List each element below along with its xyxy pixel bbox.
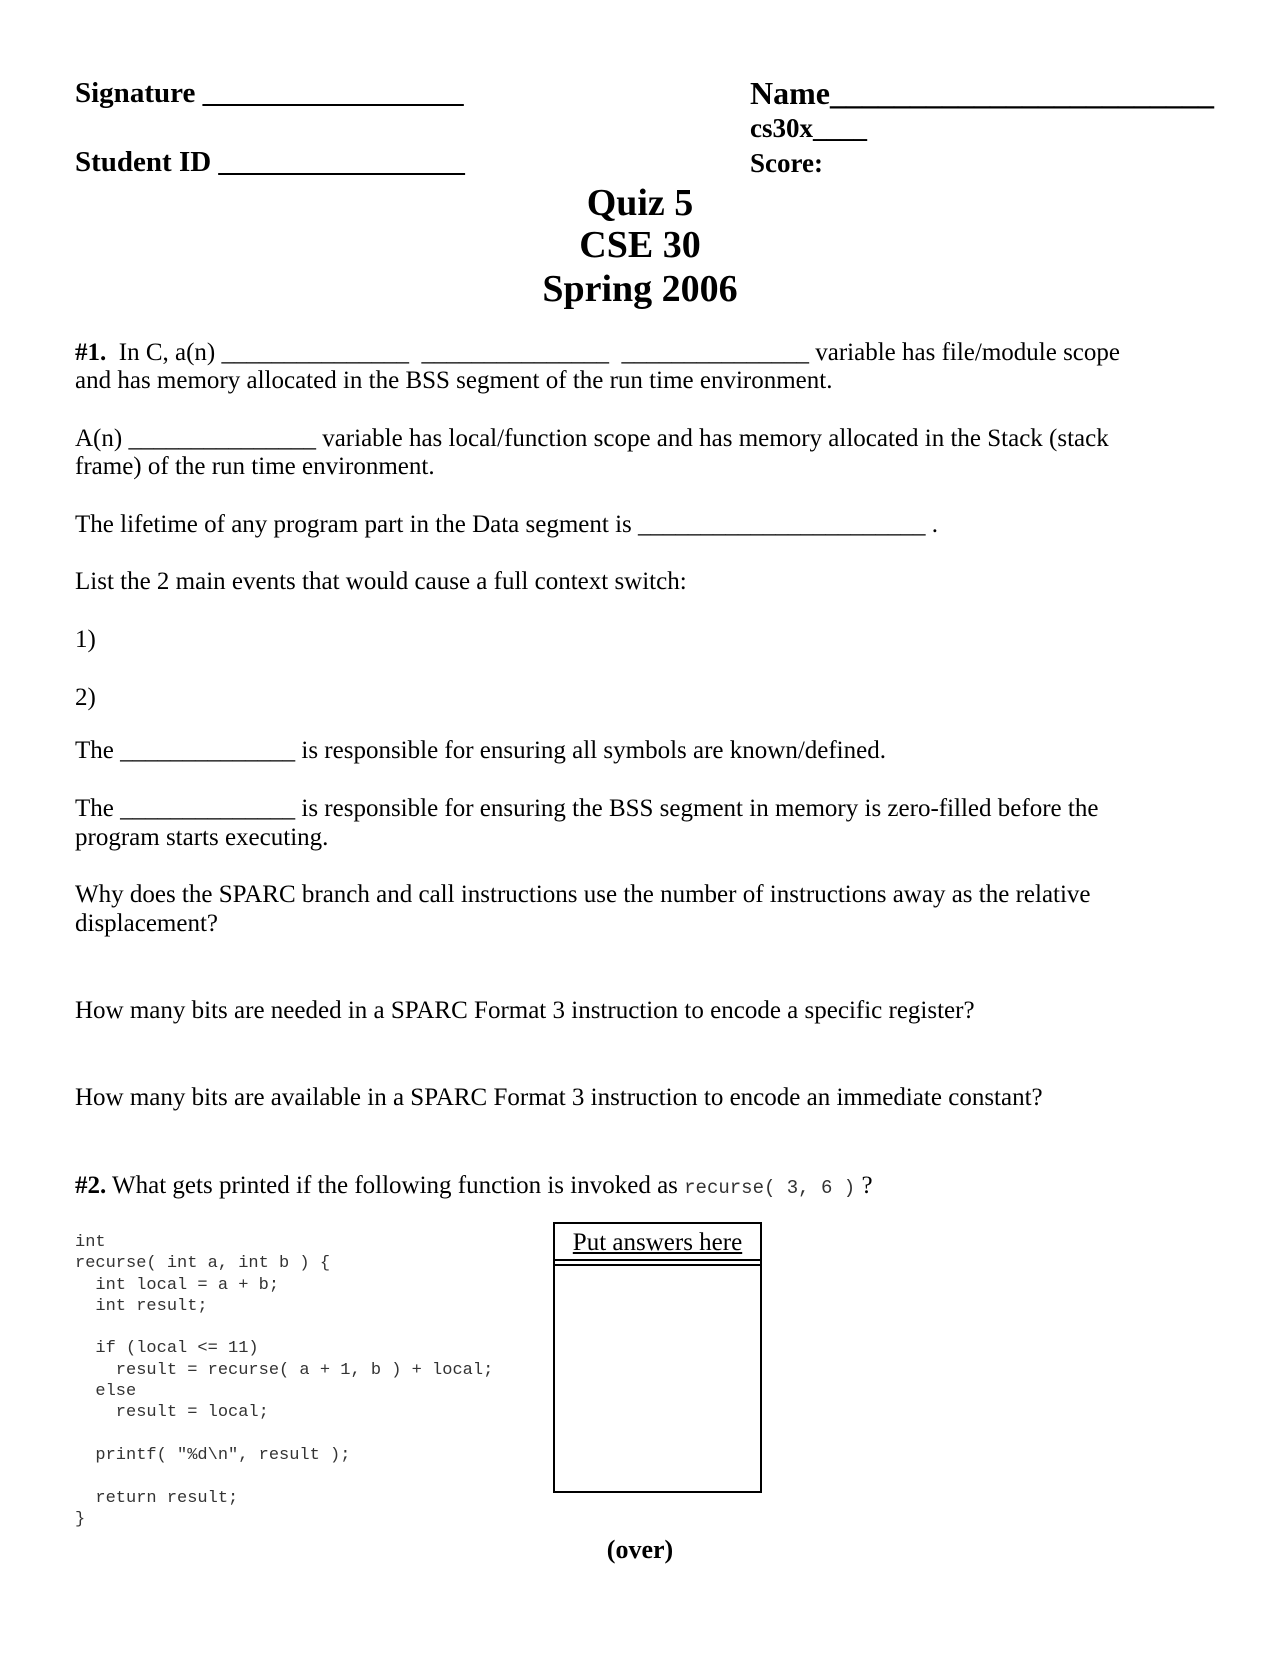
code-line: [75, 1317, 493, 1338]
code-line: else: [75, 1382, 137, 1402]
q1-sparc-line2: displacement?: [75, 910, 218, 937]
answer-box[interactable]: [553, 1222, 762, 1493]
q1-bss-line1: The ______________ is responsible for ensuring the BSS segment in memory is zero-filled before the: [75, 795, 1099, 822]
code-line: int result;: [75, 1296, 208, 1316]
q1-symbols: The ______________ is responsible for ensuring all symbols are known/defined.: [75, 737, 886, 764]
q1-item-1: 1): [75, 626, 96, 653]
q1-lifetime: The lifetime of any program part in the Data segment is _______________________ .: [75, 511, 939, 538]
code-line: result = local;: [75, 1403, 269, 1423]
score-field: Score:: [750, 148, 823, 178]
code-line: printf( "%d\n", result );: [75, 1445, 351, 1465]
answer-box-rule: [555, 1264, 760, 1266]
code-line: }: [75, 1509, 86, 1529]
signature-field: Signature __________________: [75, 77, 464, 109]
q1-local-line2: frame) of the run time environment.: [75, 453, 435, 480]
section-field: cs30x____: [750, 113, 867, 143]
course-title: CSE 30: [579, 224, 701, 266]
q2-number: #2.: [75, 1172, 107, 1199]
code-line: int: [75, 1233, 106, 1252]
q1-context-switch: List the 2 main events that would cause a full context switch:: [75, 568, 687, 595]
q1-line2: and has memory allocated in the BSS segment of the run time environment.: [75, 367, 833, 394]
code-line: return result;: [75, 1488, 239, 1508]
code-line: result = recurse( a + 1, b ) + local;: [75, 1360, 494, 1380]
q1-sparc-line1: Why does the SPARC branch and call instructions use the number of instructions away as the relative: [75, 881, 1091, 908]
q1-item-2: 2): [75, 684, 96, 711]
answer-box-rule: [555, 1259, 760, 1261]
q2-question-text: What gets printed if the following function is invoked as: [106, 1172, 685, 1199]
code-line: recurse( int a, int b ) {: [75, 1254, 331, 1274]
q2-code-block: [75, 1232, 493, 1530]
over-label: (over): [606, 1535, 674, 1564]
q2-question: [75, 1172, 873, 1200]
q2-call-expression: recurse( 3, 6 ): [684, 1177, 856, 1199]
q1-bits-register: How many bits are needed in a SPARC Format 3 instruction to encode a specific register?: [75, 997, 975, 1024]
student-id-field: Student ID _________________: [75, 146, 465, 178]
code-line: int local = a + b;: [75, 1275, 280, 1295]
term-title: Spring 2006: [542, 268, 738, 310]
answer-box-label: Put answers here: [572, 1229, 743, 1256]
q2-question-mark: ?: [855, 1172, 873, 1199]
q1-line1: [75, 339, 1120, 367]
q1-local-line1: A(n) _______________ variable has local/function scope and has memory allocated in the Stack (stack: [75, 425, 1109, 452]
q1-bss-line2: program starts executing.: [75, 824, 329, 851]
code-line: if (local <= 11): [75, 1339, 259, 1359]
name-field: Name________________________: [750, 75, 1214, 111]
q1-number: #1.: [75, 339, 107, 366]
q1-bits-immediate: How many bits are available in a SPARC Format 3 instruction to encode an immediate constant?: [75, 1084, 1043, 1111]
quiz-title: Quiz 5: [586, 182, 694, 224]
q1-line1-text: In C, a(n) _______________ _______________ _______________ variable has file/module scope: [106, 339, 1120, 366]
code-line: [75, 1424, 493, 1445]
code-line: [75, 1466, 493, 1487]
